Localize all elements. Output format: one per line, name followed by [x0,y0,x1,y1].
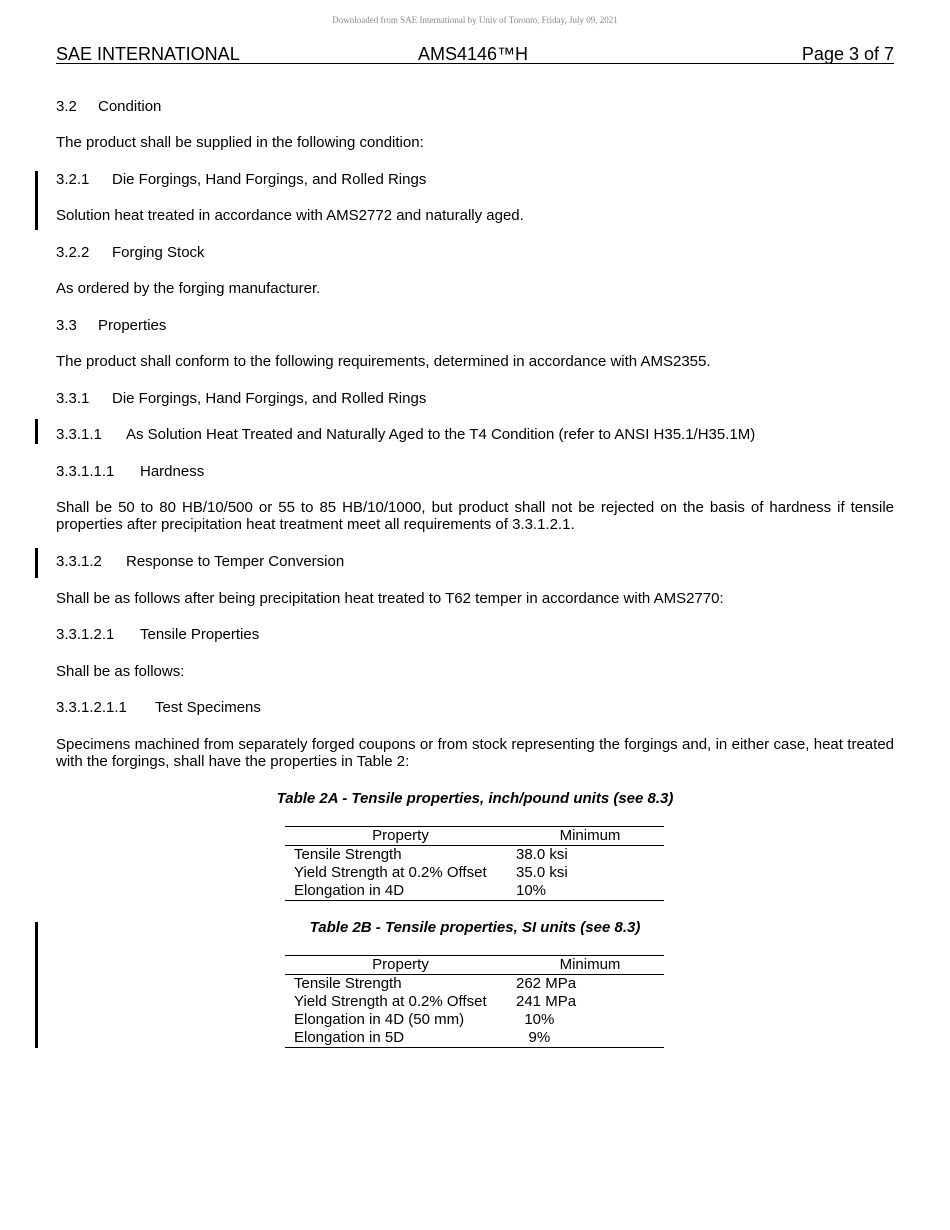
minimum-cell: 38.0 ksi [516,846,568,863]
minimum-cell: 10% [516,1011,555,1028]
column-header: Minimum [559,827,621,844]
paragraph: Shall be as follows after being precipitation heat treated to T62 temper in accordance with AMS2770: [56,590,724,607]
section-heading [56,626,894,643]
paragraph: As ordered by the forging manufacturer. [56,280,321,297]
minimum-cell: 35.0 ksi [516,864,568,881]
table-row [285,1029,664,1048]
section-number: 3.3 [56,317,77,334]
paragraph: Shall be as follows: [56,663,185,680]
column-header: Minimum [559,956,621,973]
section-heading [56,171,894,188]
header-rule [56,63,894,64]
section-heading [56,553,894,570]
section-heading [56,463,894,480]
section-title: As Solution Heat Treated and Naturally Aged to the T4 Condition (refer to ANSI H35.1/H35.1M) [126,426,756,443]
change-bar [35,419,38,444]
paragraph: The product shall conform to the following requirements, determined in accordance with AMS2355. [56,353,711,370]
header-org: SAE INTERNATIONAL [56,44,240,64]
header-doc-id: AMS4146™H [418,44,529,64]
paragraph: The product shall be supplied in the following condition: [56,134,424,151]
table-row [285,993,664,1011]
property-cell: Elongation in 4D [294,882,405,899]
section-number: 3.3.1.1 [56,426,102,443]
table-2a-caption: Table 2A - Tensile properties, inch/pound units (see 8.3) [276,790,674,807]
table-header-row [285,827,664,846]
section-heading [56,699,894,716]
section-number: 3.2.1 [56,171,90,188]
change-bar [35,171,38,230]
minimum-cell: 241 MPa [516,993,577,1010]
table-2b-caption: Table 2B - Tensile properties, SI units (see 8.3) [309,919,641,936]
column-header: Property [372,956,429,973]
section-heading [56,426,894,443]
section-title: Properties [98,317,167,334]
section-title: Forging Stock [112,244,205,261]
header-page-number: Page 3 of 7 [801,44,894,64]
paragraph: Solution heat treated in accordance with AMS2772 and naturally aged. [56,207,524,224]
section-number: 3.3.1.2.1 [56,626,115,643]
section-heading [56,244,894,261]
table-row [285,864,664,882]
section-number: 3.2.2 [56,244,90,261]
section-number: 3.3.1 [56,390,90,407]
change-bar [35,922,38,1048]
download-notice: Downloaded from SAE International by Univ of Toronto, Friday, July 09, 2021 [332,15,618,25]
minimum-cell: 10% [516,882,547,899]
section-title: Tensile Properties [140,626,260,643]
table-2b [285,955,664,1048]
table-row [285,1011,664,1029]
table-row [285,882,664,901]
property-cell: Tensile Strength [294,975,402,992]
change-bar [35,548,38,578]
minimum-cell: 262 MPa [516,975,577,992]
section-title: Hardness [140,463,205,480]
paragraph: Shall be 50 to 80 HB/10/500 or 55 to 85 HB/10/1000, but product shall not be rejected on the basis of hardness if tensile properties after precipitation heat treatment meet all requirements of 3.3.1.2.1. [56,499,894,533]
section-heading [56,98,894,115]
section-number: 3.3.1.2 [56,553,102,570]
section-number: 3.2 [56,98,77,115]
section-number: 3.3.1.1.1 [56,463,115,480]
section-title: Die Forgings, Hand Forgings, and Rolled Rings [112,390,427,407]
section-number: 3.3.1.2.1.1 [56,699,127,716]
column-header: Property [372,827,429,844]
table-row [285,975,664,994]
minimum-cell: 9% [516,1029,551,1046]
section-heading [56,390,894,407]
table-row [285,846,664,865]
paragraph: Specimens machined from separately forged coupons or from stock representing the forgings and, in either case, heat treated with the forgings, shall have the properties in Table 2: [56,736,894,770]
section-title: Die Forgings, Hand Forgings, and Rolled Rings [112,171,427,188]
section-title: Response to Temper Conversion [126,553,345,570]
property-cell: Tensile Strength [294,846,402,863]
section-heading [56,317,894,334]
table-header-row [285,956,664,975]
section-title: Test Specimens [155,699,261,716]
property-cell: Elongation in 5D [294,1029,405,1046]
property-cell: Elongation in 4D (50 mm) [294,1011,465,1028]
property-cell: Yield Strength at 0.2% Offset [294,864,487,881]
section-title: Condition [98,98,162,115]
table-2a [285,826,664,901]
property-cell: Yield Strength at 0.2% Offset [294,993,487,1010]
